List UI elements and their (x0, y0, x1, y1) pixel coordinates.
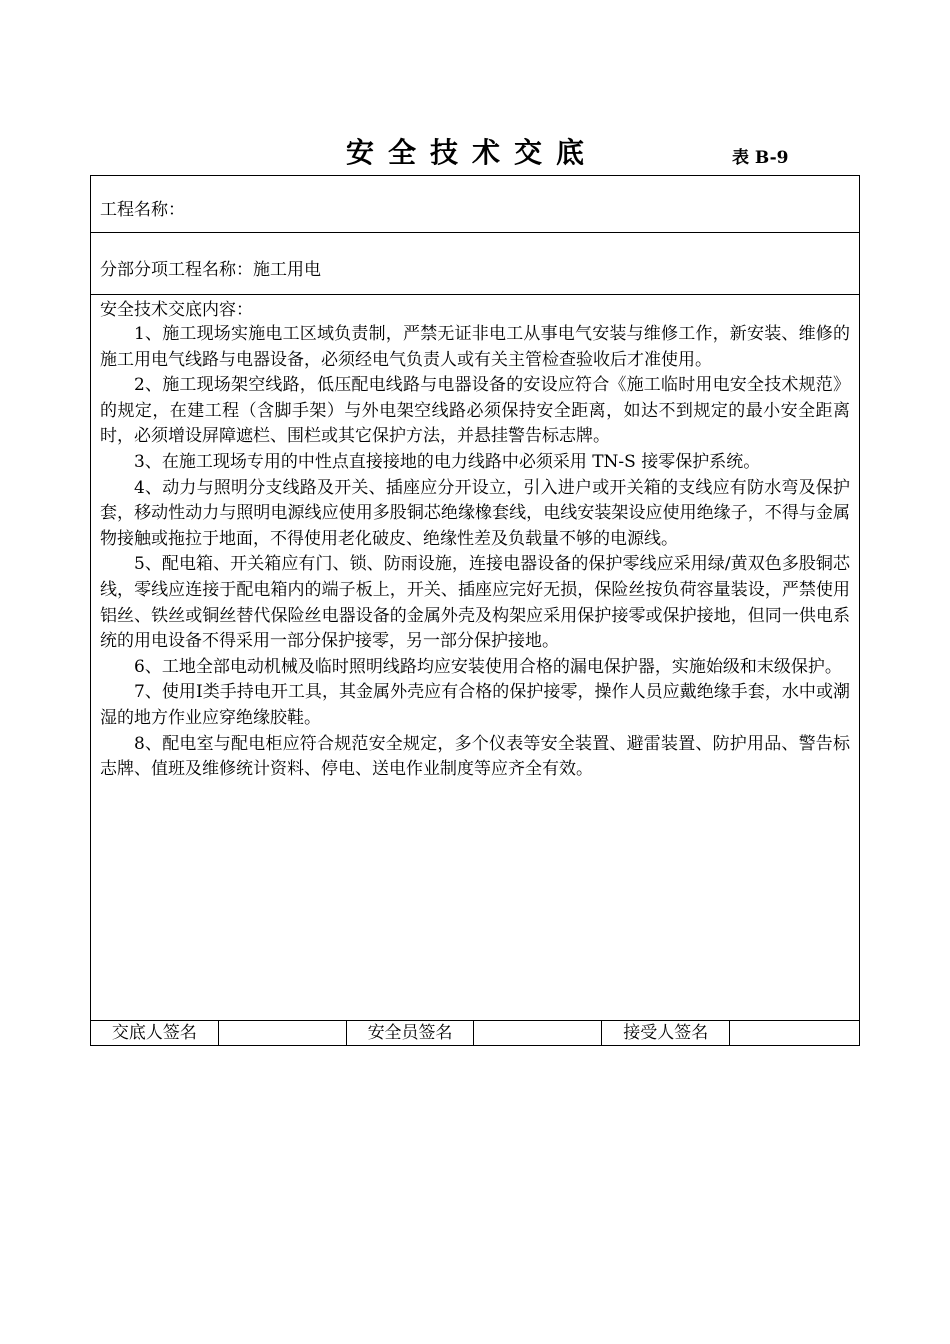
disclosure-content (91, 295, 859, 1021)
content-item-1: 1、施工现场实施电工区域负责制，严禁无证非电工从事电气安装与维修工作，新安装、维修的施工用电气线路与电器设备，必须经电气负责人或有关主管检查验收后才准使用。 (100, 324, 850, 370)
signature-row (91, 1021, 859, 1045)
content-item-4: 4、动力与照明分支线路及开关、插座应分开设立，引入进户或开关箱的支线应有防水弯及保护套，移动性动力与照明电源线应使用多股铜芯绝缘橡套线，电线安装架设应使用绝缘子，不得与金属物接触或拖拉于地面，不得使用老化破皮、绝缘性差及负载量不够的电源线。 (100, 477, 850, 549)
project-name-label: 工程名称： (100, 200, 185, 220)
discloser-signature-field[interactable] (219, 1021, 347, 1045)
subproject-label: 分部分项工程名称：施工用电 (100, 260, 321, 280)
discloser-signature-label: 交底人签名 (91, 1021, 219, 1045)
disclosure-form (90, 175, 860, 1046)
content-item-7: 7、使用Ⅰ类手持电开工具，其金属外壳应有合格的保护接零，操作人员应戴绝缘手套，水中或潮湿的地方作业应穿绝缘胶鞋。 (100, 682, 850, 728)
content-item-8: 8、配电室与配电柜应符合规范安全规定，多个仪表等安全装置、避雷装置、防护用品、警告标志牌、值班及维修统计资料、停电、送电作业制度等应齐全有效。 (100, 733, 850, 780)
safety-officer-signature-label: 安全员签名 (347, 1021, 475, 1045)
content-item-6: 6、工地全部电动机械及临时照明线路均应安装使用合格的漏电保护器，实施始级和末级保护。 (134, 656, 842, 677)
receiver-signature-field[interactable] (730, 1021, 859, 1045)
content-item-3: 3、在施工现场专用的中性点直接接地的电力线路中必须采用 TN-S 接零保护系统。 (134, 451, 761, 472)
subproject-row (91, 233, 859, 295)
content-item-5: 5、配电箱、开关箱应有门、锁、防雨设施，连接电器设备的保护零线应采用绿/黄双色多股铜芯线，零线应连接于配电箱内的端子板上，开关、插座应完好无损，保险丝按负荷容量装设，严禁使用铝丝、铁丝或铜丝替代保险丝电器设备的金属外壳及构架应采用保护接零或保护接地，但同一供电系统的用电设备不得采用一部分保护接零，另一部分保护接地。 (100, 554, 850, 652)
project-name-row (91, 176, 859, 233)
content-item-2: 2、施工现场架空线路，低压配电线路与电器设备的安设应符合《施工临时用电安全技术规范》的规定，在建工程（含脚手架）与外电架空线路必须保持安全距离，如达不到规定的最小安全距离时，必须增设屏障遮栏、围栏或其它保护方法，并悬挂警告标志牌。 (100, 375, 850, 447)
receiver-signature-label: 接受人签名 (602, 1021, 730, 1045)
content-heading: 安全技术交底内容： (100, 300, 253, 320)
safety-officer-signature-field[interactable] (474, 1021, 602, 1045)
document-title: 安全技术交底 (346, 136, 599, 169)
form-number: 表 B-9 (732, 148, 789, 168)
